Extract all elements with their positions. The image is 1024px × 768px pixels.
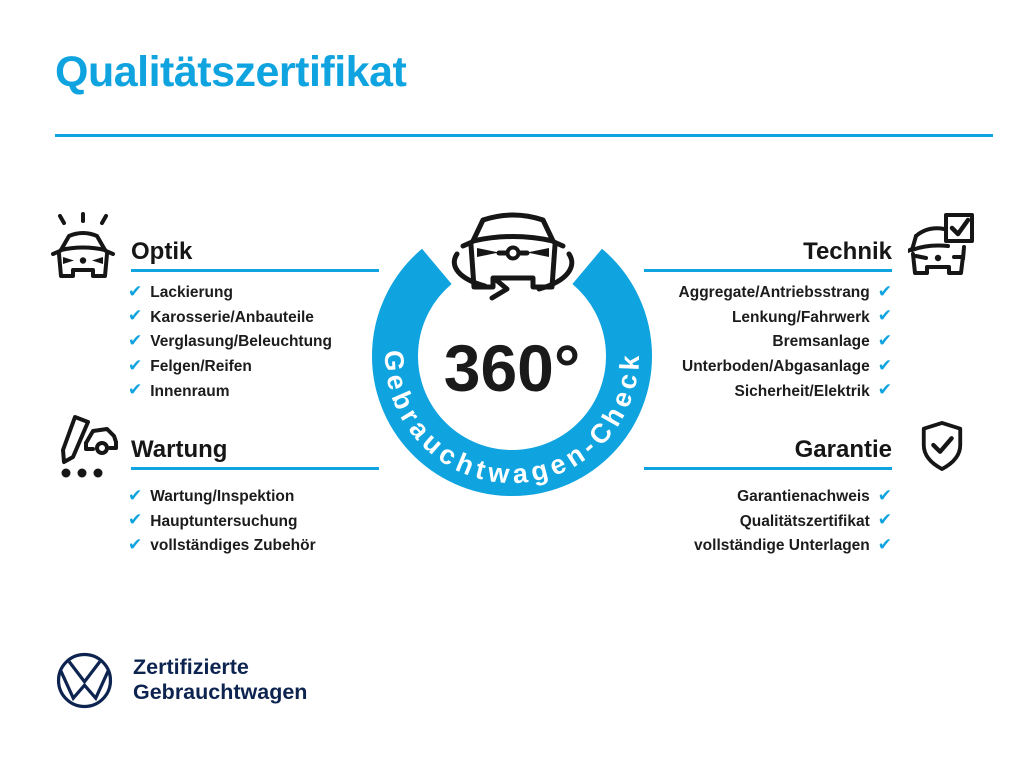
list-item-label: Innenraum	[150, 382, 230, 400]
list-item-label: vollständiges Zubehör	[150, 537, 316, 555]
check-icon: ✔	[877, 355, 892, 376]
footer-brand-text	[133, 655, 307, 704]
list-item	[128, 485, 398, 510]
list-item-label: Bremsanlage	[772, 333, 870, 351]
title-divider	[55, 134, 993, 137]
section-rule-garantie	[644, 467, 892, 470]
section-rule-technik	[644, 269, 892, 272]
section-rule-wartung	[131, 467, 379, 470]
list-item-label: Sicherheit/Elektrik	[734, 382, 870, 400]
check-icon: ✔	[877, 485, 892, 506]
car-shine-icon	[50, 212, 116, 282]
list-item	[612, 534, 892, 559]
ring-label: Gebrauchtwagen-Check	[378, 349, 646, 490]
list-item	[128, 330, 398, 355]
list-item-label: Unterboden/Abgasanlage	[682, 358, 870, 376]
list-item	[128, 534, 398, 559]
list-item-label: Felgen/Reifen	[150, 358, 252, 376]
pencil-car-icon	[52, 414, 118, 480]
checklist-wartung	[128, 485, 398, 559]
list-item	[128, 510, 398, 535]
check-icon: ✔	[877, 380, 892, 401]
section-rule-optik	[131, 269, 379, 272]
check-icon: ✔	[877, 534, 892, 555]
list-item-label: Lackierung	[150, 284, 233, 302]
shield-check-icon	[918, 420, 966, 472]
check-icon: ✔	[128, 306, 143, 327]
check-icon: ✔	[128, 485, 143, 506]
footer-line1: Zertifizierte	[133, 655, 249, 679]
list-item	[128, 355, 398, 380]
list-item-label: Hauptuntersuchung	[150, 512, 298, 530]
car-360-rotation-icon	[437, 194, 589, 306]
check-icon: ✔	[877, 281, 892, 302]
list-item	[128, 379, 398, 404]
page-title: Qualitätszertifikat	[55, 48, 407, 96]
list-item-label: Lenkung/Fahrwerk	[731, 308, 870, 326]
list-item-label: Karosserie/Anbauteile	[150, 308, 314, 326]
check-icon: ✔	[128, 380, 143, 401]
list-item-label: Aggregate/Antriebsstrang	[678, 284, 870, 302]
degrees-label: 360°	[443, 331, 581, 405]
list-item-label: vollständige Unterlagen	[694, 537, 870, 555]
list-item	[128, 281, 398, 306]
checklist-optik	[128, 281, 398, 404]
check-icon: ✔	[128, 510, 143, 531]
list-item-label: Garantienachweis	[737, 488, 870, 506]
check-icon: ✔	[877, 330, 892, 351]
list-item	[128, 306, 398, 331]
check-icon: ✔	[128, 534, 143, 555]
section-title-garantie: Garantie	[794, 436, 892, 463]
section-title-wartung: Wartung	[131, 436, 228, 463]
footer-line2: Gebrauchtwagen	[133, 679, 308, 704]
section-title-optik: Optik	[131, 238, 193, 265]
check-icon: ✔	[877, 306, 892, 327]
vw-logo	[55, 651, 114, 710]
car-checkbox-icon	[908, 212, 974, 278]
list-item-label: Verglasung/Beleuchtung	[150, 333, 332, 351]
list-item	[612, 510, 892, 535]
section-title-technik: Technik	[803, 238, 892, 265]
check-icon: ✔	[877, 510, 892, 531]
check-icon: ✔	[128, 355, 143, 376]
list-item-label: Wartung/Inspektion	[150, 488, 295, 506]
check-icon: ✔	[128, 330, 143, 351]
check-icon: ✔	[128, 281, 143, 302]
list-item-label: Qualitätszertifikat	[739, 512, 870, 530]
